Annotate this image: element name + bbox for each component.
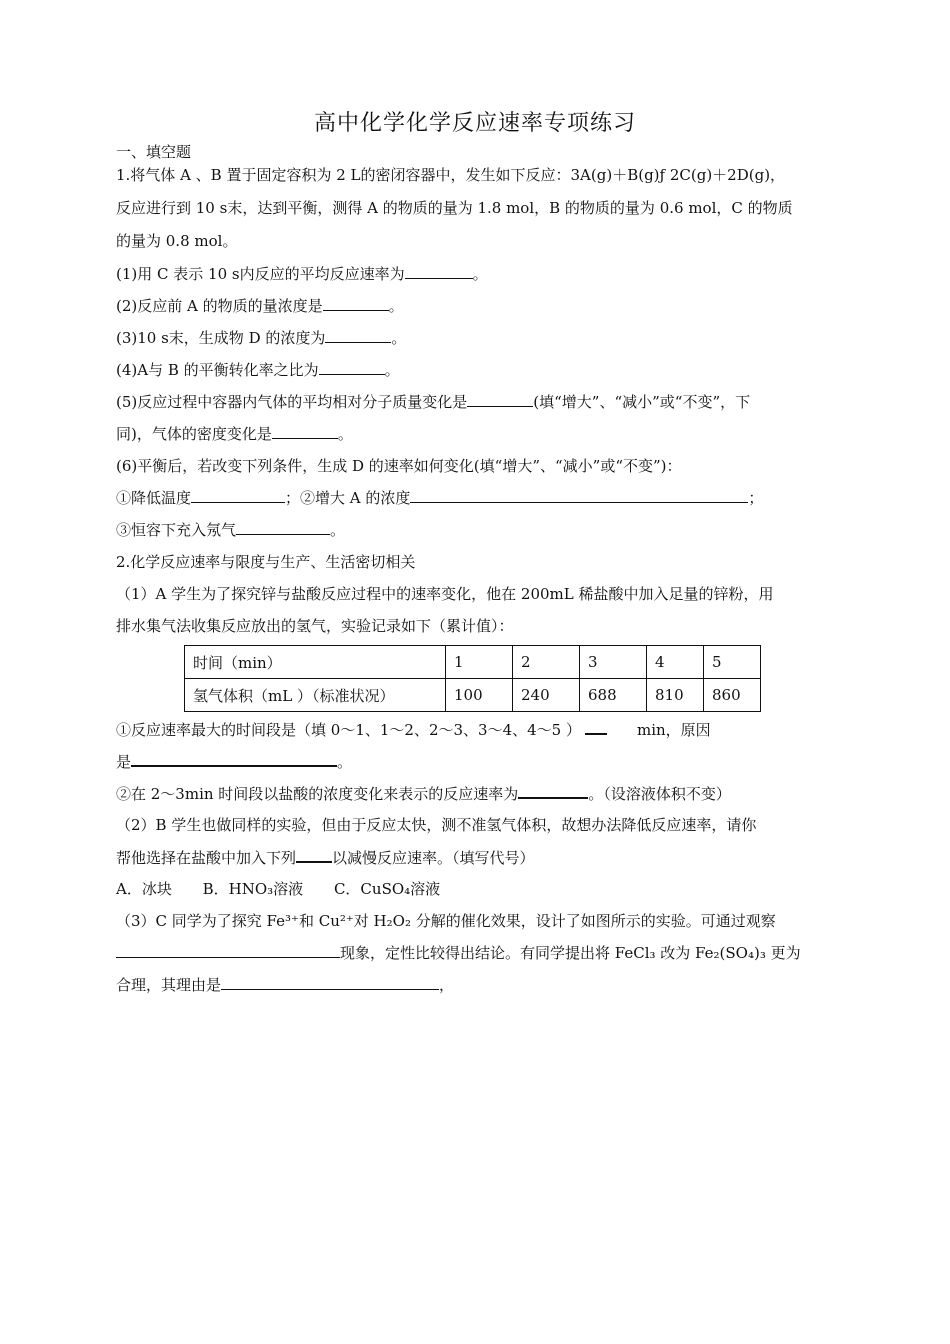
- answer-blank[interactable]: [323, 295, 389, 311]
- answer-blank[interactable]: [131, 750, 337, 767]
- q2-sub-1: ①反应速率最大的时间段是（填 0～1、1～2、2～3、3～4、4～5 ） min，原因: [116, 718, 836, 750]
- document-title: 高中化学化学反应速率专项练习: [313, 111, 636, 136]
- answer-blank[interactable]: [467, 391, 533, 407]
- table-cell: 时间（min）: [185, 646, 446, 679]
- answer-blank[interactable]: [296, 846, 332, 863]
- table-cell: 3: [580, 646, 647, 679]
- q1-stem-line-3: 的量为 0.8 mol。: [116, 232, 238, 250]
- table-cell: 氢气体积（mL ）（标准状况）: [185, 679, 446, 712]
- document-body: [116, 142, 836, 1006]
- answer-blank[interactable]: [272, 423, 338, 439]
- option-c: C．CuSO₄溶液: [333, 880, 441, 898]
- q2-options: [116, 878, 836, 910]
- table-cell: 100: [446, 679, 513, 712]
- q1-part-3: (3)10 s末，生成物 D 的浓度为 。: [116, 329, 407, 347]
- table-cell: 4: [647, 646, 704, 679]
- table-row: [185, 679, 761, 712]
- q1-part-6-condition-3: ③恒容下充入氖气 。: [116, 521, 346, 539]
- q1-part-6-conditions: ①降低温度 ；②增大 A 的浓度 ；: [116, 489, 764, 507]
- q1-part-1: (1)用 C 表示 10 s内反应的平均反应速率为 。: [116, 265, 488, 283]
- table-header-row: [185, 646, 761, 679]
- answer-blank[interactable]: [236, 519, 330, 535]
- q1-part-5-cont: 同)，气体的密度变化是 。: [116, 425, 353, 443]
- q2-part-1-line-2: 排水集气法收集反应放出的氢气，实验记录如下（累计值）：: [116, 617, 514, 635]
- q1-part-5: (5)反应过程中容器内气体的平均相对分子质量变化是 (填“增大”、“减小”或“不变”，下: [116, 393, 751, 411]
- q1-stem-line-2: 反应进行到 10 s末，达到平衡，测得 A 的物质的量为 1.8 mol，B 的物质的量为 0.6 mol，C 的物质: [116, 199, 793, 217]
- hydrogen-volume-table: [184, 645, 761, 712]
- answer-blank[interactable]: [405, 263, 473, 279]
- table-cell: 810: [647, 679, 704, 712]
- q2-part-2-line-2: 帮他选择在盐酸中加入下列 以减慢反应速率。（填写代号）: [116, 846, 836, 878]
- q2-part-3-line-3: 合理，其理由是 ，: [116, 976, 455, 994]
- q2-sub-2: ②在 2～3min 时间段以盐酸的浓度变化来表示的反应速率为 。（设溶液体积不变）: [116, 782, 836, 814]
- q1-stem-line-1: 1.将气体 A 、B 置于固定容积为 2 L的密闭容器中，发生如下反应：3A(g)＋B(g)ƒ 2C(g)＋2D(g)，: [116, 166, 786, 184]
- answer-blank[interactable]: [585, 718, 607, 735]
- table-cell: 860: [704, 679, 761, 712]
- table-cell: 240: [513, 679, 580, 712]
- table-cell: 688: [580, 679, 647, 712]
- q2-part-3-line-2: 现象，定性比较得出结论。有同学提出将 FeCl₃ 改为 Fe₂(SO₄)₃ 更为: [116, 942, 836, 974]
- answer-blank[interactable]: [518, 782, 588, 799]
- answer-blank[interactable]: [410, 487, 748, 503]
- answer-blank[interactable]: [191, 487, 285, 503]
- q2-stem: 2.化学反应速率与限度与生产、生活密切相关: [116, 553, 416, 571]
- q2-part-2-line-1: （2）B 学生也做同样的实验，但由于反应太快，测不准氢气体积，故想办法降低反应速率，请你: [116, 816, 757, 834]
- q1-part-6: (6)平衡后，若改变下列条件，生成 D 的速率如何变化(填“增大”、“减小”或“不变”)：: [116, 457, 682, 475]
- option-a: A．冰块: [116, 880, 172, 898]
- option-b: B．HNO₃溶液: [202, 880, 304, 898]
- answer-blank[interactable]: [319, 359, 385, 375]
- q2-sub-1-cont: 是 。: [116, 750, 836, 782]
- answer-blank[interactable]: [221, 974, 439, 990]
- q1-part-2: (2)反应前 A 的物质的量浓度是 。: [116, 297, 404, 315]
- table-cell: 1: [446, 646, 513, 679]
- table-cell: 5: [704, 646, 761, 679]
- table-cell: 2: [513, 646, 580, 679]
- q2-part-1-line-1: （1）A 学生为了探究锌与盐酸反应过程中的速率变化，他在 200mL 稀盐酸中加入足量的锌粉，用: [116, 585, 774, 603]
- section-heading: 一、填空题: [116, 143, 192, 161]
- answer-blank[interactable]: [116, 942, 340, 958]
- answer-blank[interactable]: [325, 327, 391, 343]
- q2-part-3-line-1: （3）C 同学为了探究 Fe³⁺和 Cu²⁺对 H₂O₂ 分解的催化效果，设计了如图所示的实验。可通过观察: [116, 912, 776, 930]
- q1-part-4: (4)A与 B 的平衡转化率之比为 。: [116, 361, 400, 379]
